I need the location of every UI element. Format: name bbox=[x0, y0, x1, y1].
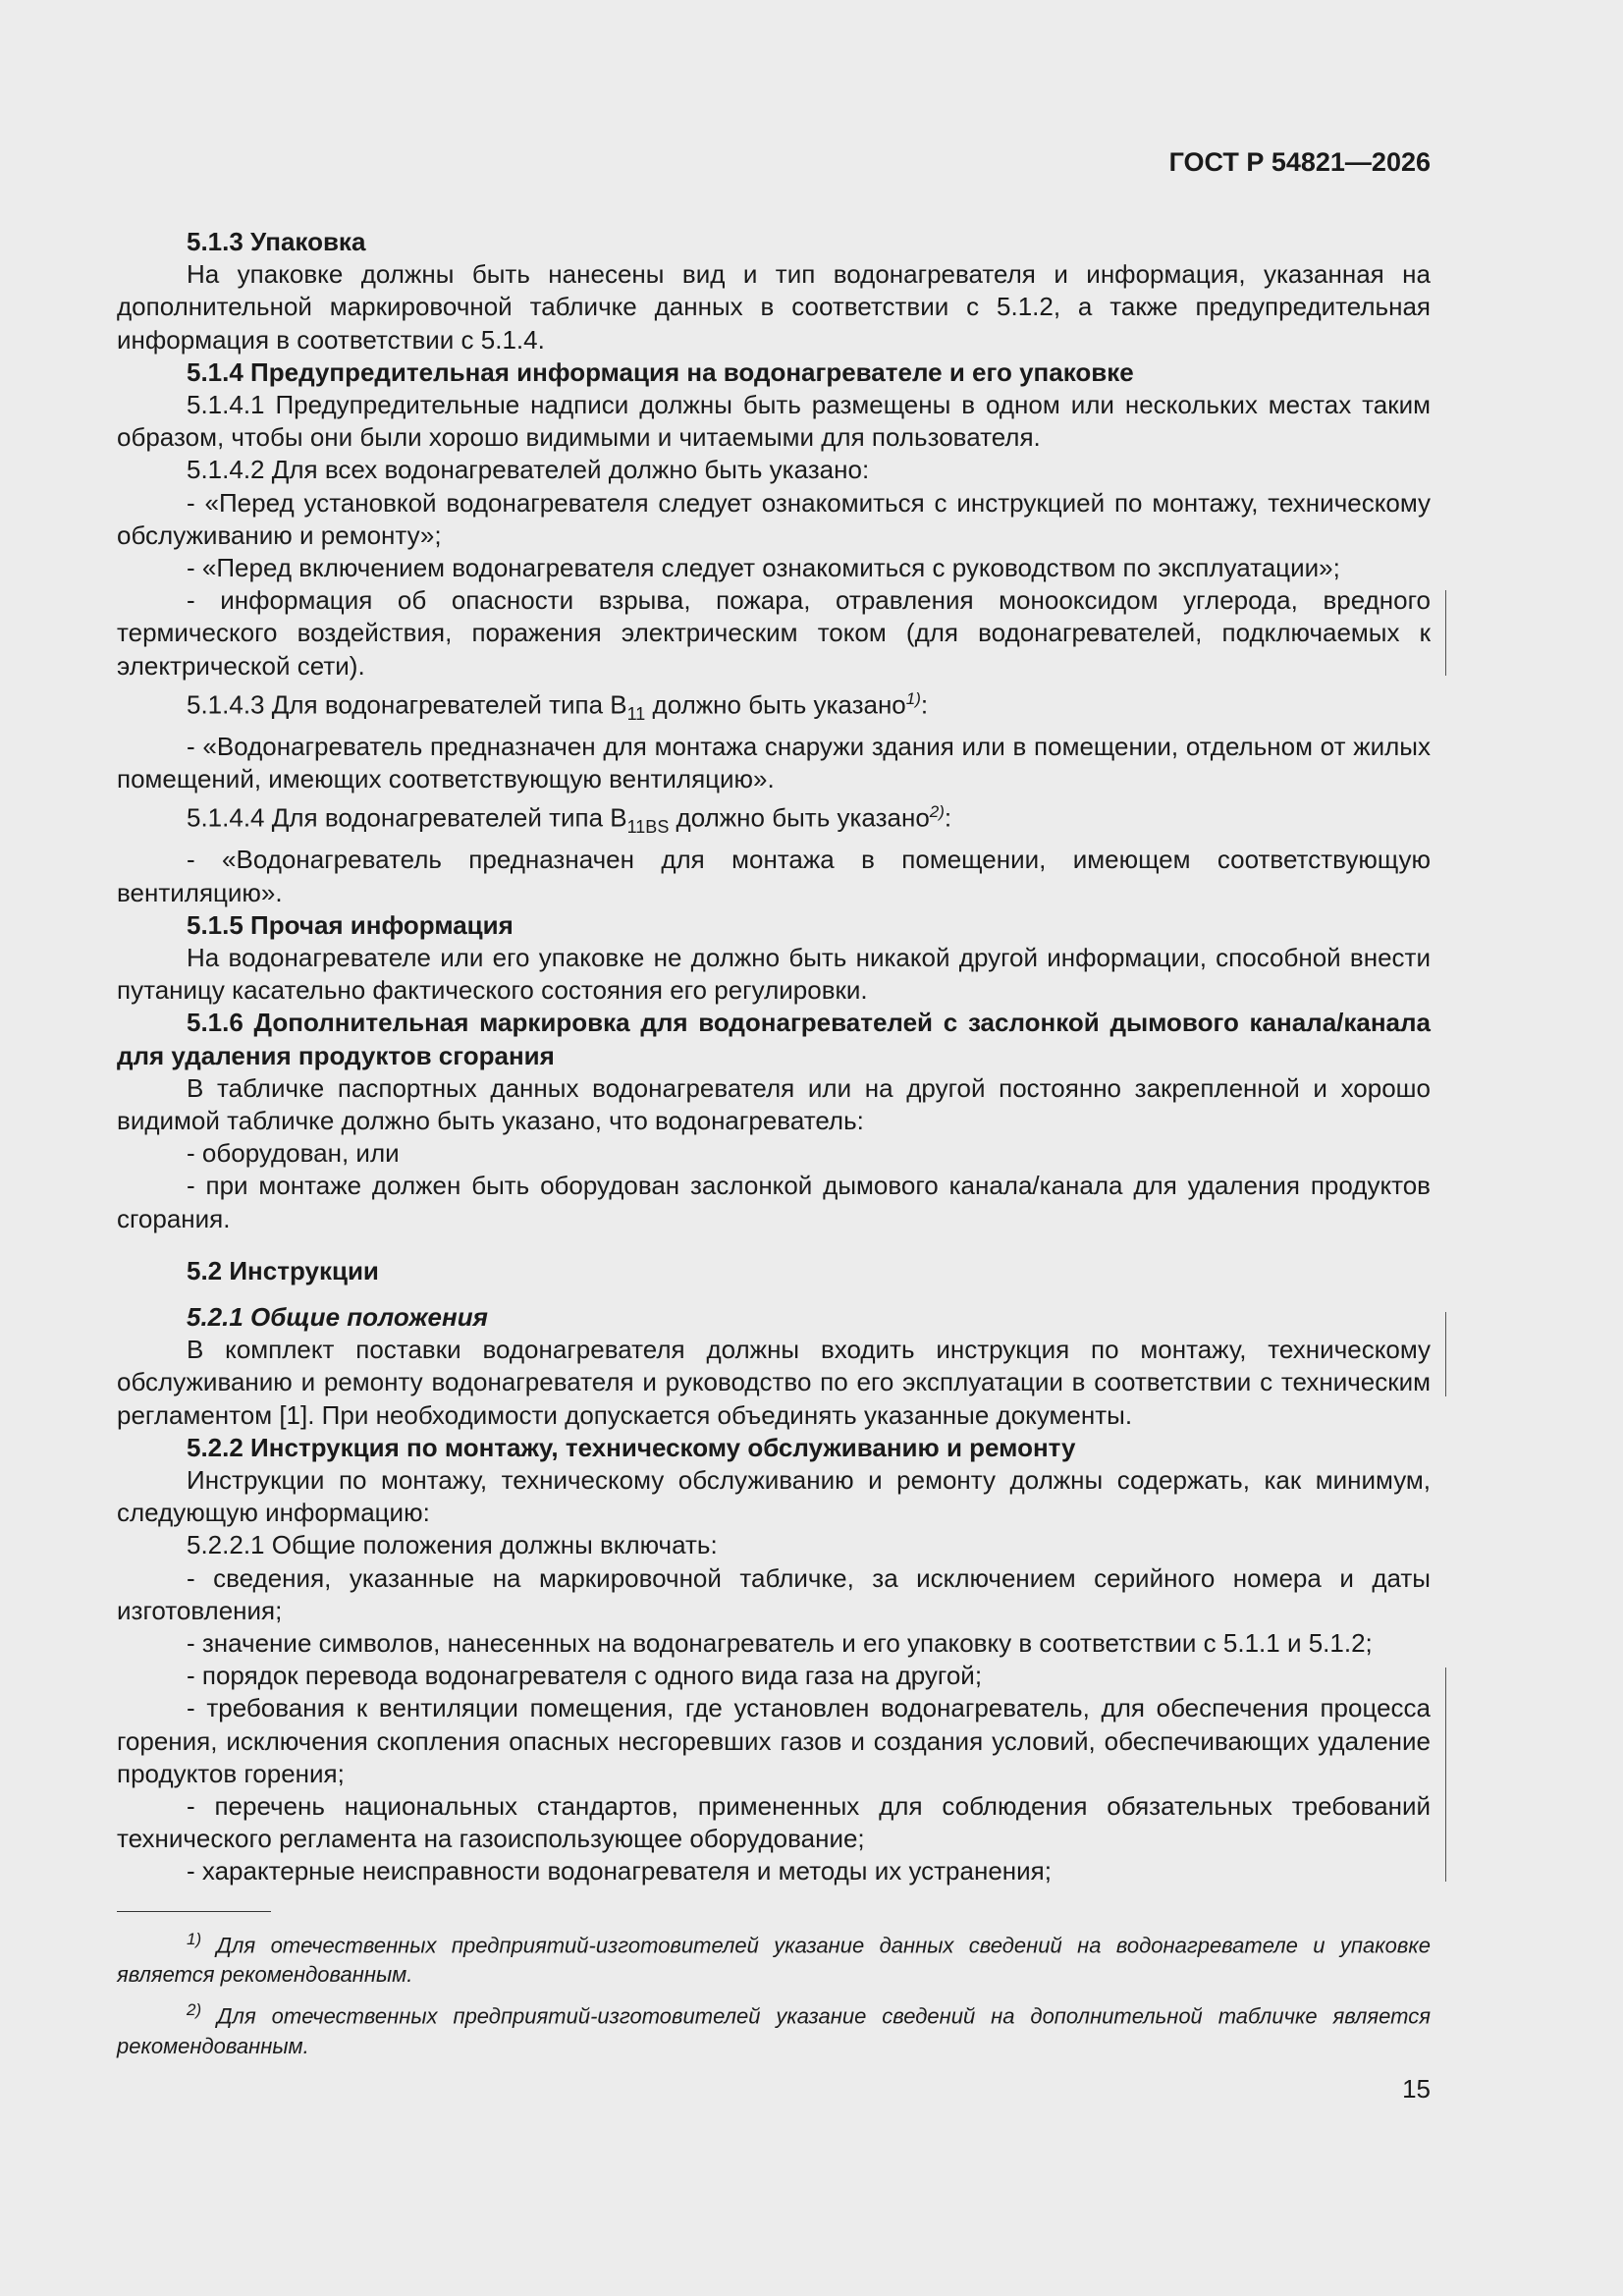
page-number: 15 bbox=[1402, 2074, 1431, 2104]
paragraph: Инструкции по монтажу, техническому обслуживанию и ремонту должны содержать, как минимум, следующую информацию: bbox=[117, 1465, 1431, 1528]
footnote-text: Для отечественных предприятий-изготовителей указание сведений на дополнительной табличке является рекомендованным. bbox=[117, 2003, 1431, 2058]
page-body bbox=[117, 226, 1431, 1888]
change-bar bbox=[1445, 1312, 1446, 1396]
list-item: - «Перед включением водонагревателя следует ознакомиться с руководством по эксплуатации»; bbox=[187, 553, 1340, 583]
paragraph: 5.2.2.1 Общие положения должны включать: bbox=[187, 1530, 718, 1560]
change-bar bbox=[1445, 1667, 1446, 1882]
change-bar bbox=[1445, 590, 1446, 676]
paragraph: В комплект поставки водонагревателя должны входить инструкция по монтажу, техническому обслуживанию и ремонту водонагревателя и руководство по его эксплуатации в соответствии с техническим регламентом [1]. При необходимости допускается объединять указанные документы. bbox=[117, 1335, 1431, 1430]
paragraph: На водонагревателе или его упаковке не должно быть никакой другой информации, способной внести путаницу касательно фактического состояния его регулировки. bbox=[117, 942, 1431, 1006]
list-item: - требования к вентиляции помещения, где установлен водонагреватель, для обеспечения процесса горения, исключения скопления опасных несгоревших газов и создания условий, обеспечивающих удаление продуктов горения; bbox=[117, 1693, 1431, 1788]
list-item: - сведения, указанные на маркировочной табличке, за исключением серийного номера и даты изготовления; bbox=[117, 1562, 1431, 1625]
list-item: - «Перед установкой водонагревателя следует ознакомиться с инструкцией по монтажу, техническому обслуживанию и ремонту»; bbox=[117, 487, 1431, 550]
paragraph: На упаковке должны быть нанесены вид и тип водонагревателя и информация, указанная на дополнительной маркировочной табличке данных в соответствии с 5.1.2, а также предупредительная информация в соответствии с 5.1.4. bbox=[117, 259, 1431, 355]
list-item: - «Водонагреватель предназначен для монтажа снаружи здания или в помещении, отдельном от жилых помещений, имеющих соответствующую вентиляцию». bbox=[117, 731, 1431, 794]
section-heading-5-2-2: 5.2.2 Инструкция по монтажу, техническому обслуживанию и ремонту bbox=[187, 1432, 1076, 1462]
footnote-ref: 1) bbox=[905, 688, 921, 708]
list-item: - «Водонагреватель предназначен для монтажа в помещении, имеющем соответствующую вентиляцию». bbox=[117, 845, 1431, 907]
document-id: ГОСТ Р 54821—2026 bbox=[1168, 147, 1431, 177]
text: должно быть указано bbox=[645, 689, 906, 720]
text: должно быть указано bbox=[669, 802, 930, 833]
paragraph: 5.1.4.1 Предупредительные надписи должны быть размещены в одном или нескольких местах таким образом, чтобы они были хорошо видимыми и читаемыми для пользователя. bbox=[117, 390, 1431, 453]
section-heading-5-2-1: 5.2.1 Общие положения bbox=[187, 1301, 488, 1332]
section-heading-5-1-6: 5.1.6 Дополнительная маркировка для водонагревателей с заслонкой дымового канала/канала для удаления продуктов сгорания bbox=[117, 1008, 1431, 1070]
text: 5.1.4.3 Для водонагревателей типа B bbox=[187, 689, 627, 720]
footnote-separator bbox=[117, 1911, 271, 1912]
list-item: - характерные неисправности водонагревателя и методы их устранения; bbox=[187, 1856, 1052, 1886]
section-heading-5-1-5: 5.1.5 Прочая информация bbox=[187, 909, 514, 940]
list-item: - оборудован, или bbox=[187, 1138, 400, 1169]
footnote-2 bbox=[117, 1995, 1431, 2060]
footnote-mark: 1) bbox=[187, 1930, 202, 1948]
list-item: - при монтаже должен быть оборудован заслонкой дымового канала/канала для удаления продуктов сгорания. bbox=[117, 1171, 1431, 1233]
section-heading-5-1-3: 5.1.3 Упаковка bbox=[187, 227, 366, 256]
subscript: 11BS bbox=[626, 817, 670, 838]
footnotes bbox=[117, 1925, 1431, 2067]
footnote-mark: 2) bbox=[187, 2000, 202, 2020]
subscript: 11 bbox=[626, 703, 646, 724]
list-item: - порядок перевода водонагревателя с одного вида газа на другой; bbox=[187, 1661, 983, 1691]
footnote-text: Для отечественных предприятий-изготовителей указание данных сведений на водонагревателе и упаковке является рекомендованным. bbox=[117, 1933, 1431, 1988]
section-heading-5-2: 5.2 Инструкции bbox=[187, 1255, 379, 1285]
text: : bbox=[920, 689, 929, 720]
list-item: - перечень национальных стандартов, примененных для соблюдения обязательных требований технического регламента на газоиспользующее оборудование; bbox=[117, 1791, 1431, 1854]
paragraph-5-1-4-3 bbox=[117, 683, 1431, 731]
paragraph-5-1-4-4 bbox=[117, 795, 1431, 844]
section-heading-5-1-4: 5.1.4 Предупредительная информация на водонагревателе и его упаковке bbox=[187, 356, 1134, 387]
list-item: - значение символов, нанесенных на водонагреватель и его упаковку в соответствии с 5.1.1 и 5.1.2; bbox=[187, 1628, 1373, 1659]
paragraph: 5.1.4.2 Для всех водонагревателей должно быть указано: bbox=[187, 455, 870, 485]
footnote-ref: 2) bbox=[929, 802, 945, 822]
paragraph: В табличке паспортных данных водонагревателя или на другой постоянно закрепленной и хорошо видимой табличке должно быть указано, что водонагреватель: bbox=[117, 1072, 1431, 1135]
text: : bbox=[944, 802, 952, 833]
footnote-1 bbox=[117, 1925, 1431, 1990]
list-item: - информация об опасности взрыва, пожара, отравления монооксидом углерода, вредного термического воздействия, поражения электрическим током (для водонагревателей, подключаемых к электрической сети). bbox=[117, 585, 1431, 681]
text: 5.1.4.4 Для водонагревателей типа B bbox=[187, 802, 627, 833]
